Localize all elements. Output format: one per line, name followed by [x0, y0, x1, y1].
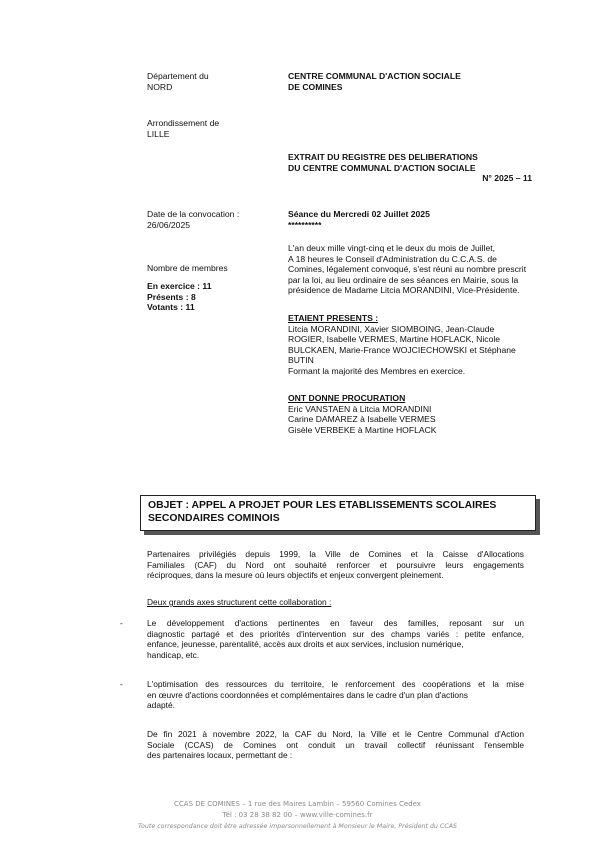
paragraph-line: enfance, jeunesse, parentalité, accès aux droits et aux services, inclusion numérique,	[147, 639, 464, 650]
intro-line: présidence de Madame Litcia MORANDINI, Vice-Présidente.	[288, 285, 520, 296]
body-paragraph-2	[147, 729, 524, 761]
intro-line: Comines, légalement convoqué, s'est réuni au nombre prescrit	[288, 264, 527, 275]
seance-block	[288, 209, 430, 230]
deliberation-number: N° 2025 – 11	[482, 173, 532, 184]
membres-counts	[147, 281, 212, 313]
membres-votants: Votants : 11	[147, 302, 195, 313]
objet-line-2: SECONDAIRES COMINOIS	[148, 513, 280, 524]
membres-presents: Présents : 8	[147, 291, 196, 302]
paragraph-line: réciproques, dans la mesure où leurs objectifs et enjeux convergent pleinement.	[147, 570, 444, 581]
paragraph-line: adapté.	[147, 700, 175, 711]
bullet-item-2	[147, 679, 524, 711]
paragraph-line: L'optimisation des ressources du territoire, le renforcement des coopérations et la mise	[147, 679, 524, 689]
intro-line: par la loi, au lieu ordinaire de ses séances en Mairie, sous la	[288, 274, 519, 285]
departement-label: Département du	[147, 71, 209, 81]
paragraph-line: en œuvre d'actions coordonnées et complémentaires dans le cadre d'un plan d'actions	[147, 689, 468, 700]
presents-title: ETAIENT PRESENTS :	[288, 313, 379, 323]
paragraph-line: des partenaires locaux, permettant de :	[147, 750, 293, 761]
objet-box	[140, 495, 536, 531]
arrondissement-value: LILLE	[147, 128, 170, 139]
bullet-dash: -	[120, 679, 123, 689]
intro-line: L'an deux mille vingt-cinq et le deux du mois de Juillet,	[288, 243, 496, 253]
axes-title: Deux grands axes structurent cette collaboration :	[147, 597, 332, 607]
extrait-line-2: DU CENTRE COMMUNAL D'ACTION SOCIALE	[288, 162, 476, 173]
convocation-block	[147, 209, 239, 230]
paragraph-line: Sociale (CCAS) de Comines ont conduit un travail collectif réunissant l'ensemble	[147, 739, 524, 750]
convocation-date: 26/06/2025	[147, 219, 191, 230]
departement-value: NORD	[147, 81, 173, 92]
departement-block	[147, 71, 209, 92]
paragraph-line: diagnostic partagé et des priorités d'intervention sur des champs variés : petite enfance,	[147, 628, 524, 639]
paragraph-line: Partenaires privilégiés depuis 1999, la Ville de Comines et la Caisse d'Allocations	[147, 549, 524, 559]
procuration-line: Eric VANSTAEN à Litcia MORANDINI	[288, 403, 432, 414]
extrait-line-1: EXTRAIT DU REGISTRE DES DELIBERATIONS	[288, 152, 478, 162]
bullet-dash: -	[120, 618, 123, 628]
membres-label: Nombre de membres	[147, 263, 228, 273]
presents-line: BUTIN	[288, 355, 314, 366]
bullet-item-1	[147, 618, 524, 660]
org-line-2: DE COMINES	[288, 81, 343, 92]
presents-block	[288, 313, 532, 377]
body-paragraph-1	[147, 549, 524, 581]
paragraph-line: Le développement d'actions pertinentes en faveur des familles, reposant sur un	[147, 618, 524, 628]
paragraph-line: Familiales (CAF) du Nord ont souhaité renforcer et poursuivre leurs engagements	[147, 559, 524, 570]
org-line-1: CENTRE COMMUNAL D'ACTION SOCIALE	[288, 71, 461, 81]
footer-notice: Toute correspondance doit être adressée impersonnellement à Monsieur le Maire, Président du CCAS	[137, 823, 458, 830]
extrait-title	[288, 152, 532, 184]
procuration-title: ONT DONNE PROCURATION	[288, 393, 406, 403]
arrondissement-label: Arrondissement de	[147, 118, 220, 128]
presents-line: Litcia MORANDINI, Xavier SIOMBOING, Jean-Claude	[288, 323, 495, 334]
page-footer	[0, 799, 595, 832]
procuration-block	[288, 393, 532, 435]
membres-exercice: En exercice : 11	[147, 281, 212, 291]
seance-stars: **********	[288, 219, 322, 230]
arrondissement-block	[147, 118, 219, 139]
majorite-line: Formant la majorité des Membres en exercice.	[288, 365, 466, 376]
procuration-line: Carine DAMAREZ à Isabelle VERMES	[288, 414, 436, 425]
footer-contact: Tél : 03 28 38 82 00 – www.ville-comines.fr	[222, 811, 373, 819]
seance-title: Séance du Mercredi 02 Juillet 2025	[288, 209, 430, 219]
paragraph-line: handicap, etc.	[147, 649, 200, 660]
presents-line: ROGIER, Isabelle VERMES, Martine HOFLACK, Nicole	[288, 334, 501, 345]
intro-paragraph	[288, 243, 532, 296]
procuration-line: Gisèle VERBEKE à Martine HOFLACK	[288, 424, 437, 435]
objet-line-1: OBJET : APPEL A PROJET POUR LES ETABLISSEMENTS SCOLAIRES	[148, 500, 497, 511]
presents-line: BULCKAEN, Marie-France WOJCIECHOWSKI et Stéphane	[288, 344, 516, 355]
paragraph-line: De fin 2021 à novembre 2022, la CAF du Nord, la Ville et le Centre Communal d'Action	[147, 729, 524, 739]
convocation-label: Date de la convocation :	[147, 209, 240, 219]
organisation-title	[288, 71, 461, 92]
intro-line: A 18 heures le Conseil d'Administration du C.C.A.S. de	[288, 253, 497, 264]
footer-address: CCAS DE COMINES – 1 rue des Maires Lambin – 59560 Comines Cedex	[174, 800, 421, 808]
